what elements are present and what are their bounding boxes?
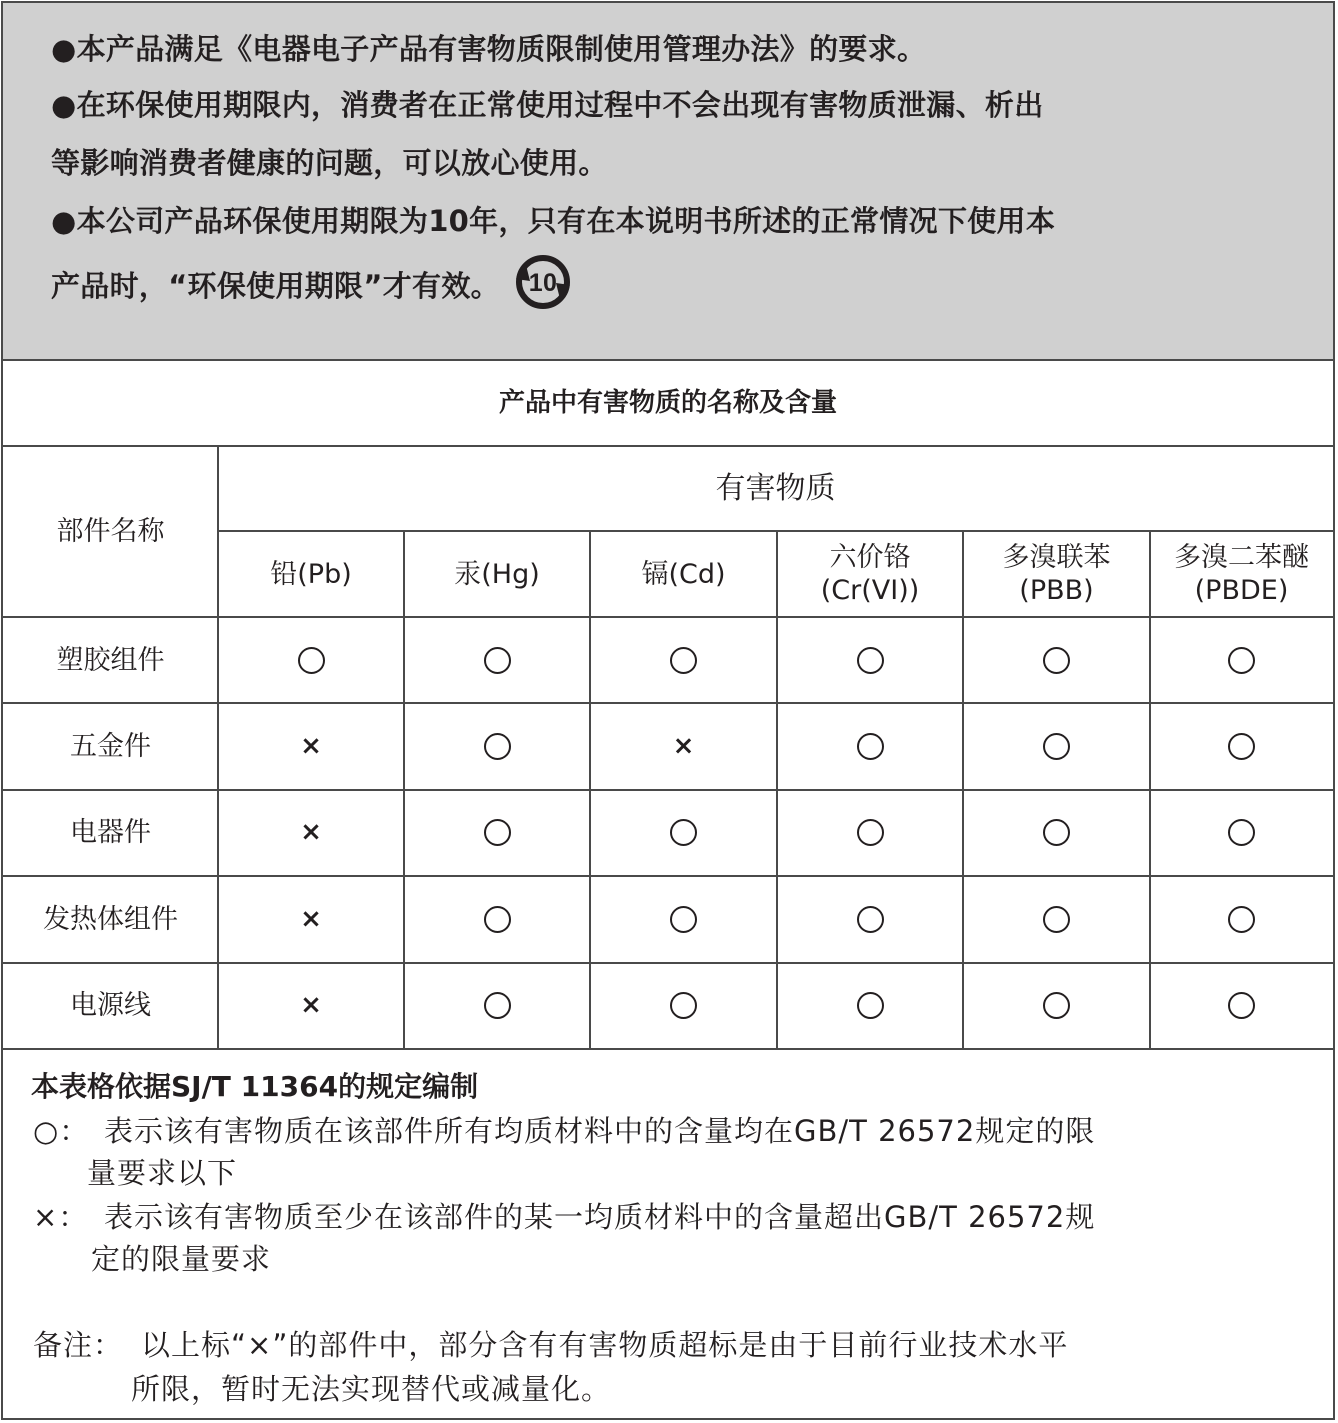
compliant-circle-icon (670, 992, 697, 1019)
compliant-circle-icon (857, 906, 884, 933)
part-name-cell: 电器件 (70, 817, 151, 849)
row-divider (3, 789, 1333, 791)
statement-line-2: ●在环保使用期限内，消费者在正常使用过程中不会出现有害物质泄漏、析出 (51, 88, 1044, 122)
substance-name: 六价铬 (829, 542, 911, 573)
environmental-statement-panel (3, 3, 1333, 361)
mark-cell (590, 703, 777, 789)
cross-note-line-1: 表示该有害物质至少在该部件的某一均质材料中的含量超出GB/T 26572规 (104, 1200, 1096, 1234)
mark-cell (963, 963, 1150, 1049)
compliant-circle-icon (1043, 992, 1070, 1019)
mark-cell (404, 876, 590, 962)
mark-cell (1150, 876, 1333, 962)
statement-line-3: 等影响消费者健康的问题，可以放心使用。 (51, 146, 608, 180)
substance-name: 镉(Cd) (641, 558, 726, 590)
mark-cell (218, 963, 404, 1049)
compliant-circle-icon (857, 647, 884, 674)
column-divider (776, 531, 778, 1049)
substance-formula: (Cr(VI)) (820, 575, 920, 606)
mark-cell (777, 703, 963, 789)
document-frame (1, 1, 1335, 1420)
cross-symbol: ×： (33, 1200, 89, 1234)
substance-header-0 (218, 531, 404, 617)
substance-name: 汞(Hg) (454, 558, 540, 590)
table-title: 产品中有害物质的名称及含量 (3, 361, 1333, 447)
mark-cell (1150, 963, 1333, 1049)
mark-cell (590, 876, 777, 962)
exceeds-cross-mark: × (300, 731, 322, 762)
mark-cell (777, 790, 963, 876)
part-name-cell: 五金件 (70, 731, 151, 763)
column-divider (1149, 531, 1151, 1049)
hazardous-substances-header: 有害物质 (715, 470, 836, 506)
compliant-circle-icon (1228, 906, 1255, 933)
exceeds-cross-mark: × (672, 731, 695, 762)
mark-cell (777, 963, 963, 1049)
circle-note-line-2: 量要求以下 (87, 1156, 238, 1190)
part-name-header: 部件名称 (56, 515, 165, 547)
substance-header-5 (1150, 531, 1333, 617)
compliant-circle-icon (1228, 819, 1255, 846)
exceeds-cross-mark: × (300, 990, 322, 1021)
substance-header-3 (777, 531, 963, 617)
compliant-circle-icon (1228, 647, 1255, 674)
compliant-circle-icon (1228, 733, 1255, 760)
row-divider (3, 702, 1333, 704)
compliant-circle-icon (670, 647, 697, 674)
mark-cell (1150, 617, 1333, 703)
mark-cell (590, 790, 777, 876)
statement-line-5-text: 产品时，“环保使用期限”才有效。 (51, 269, 500, 303)
row-divider (3, 962, 1333, 964)
row-divider (3, 875, 1333, 877)
mark-cell (963, 703, 1150, 789)
column-divider (589, 531, 591, 1049)
compliant-circle-icon (1043, 733, 1070, 760)
substance-header-4 (963, 531, 1150, 617)
mark-cell (963, 790, 1150, 876)
compliant-circle-icon (484, 906, 511, 933)
part-name-cell: 塑胶组件 (56, 644, 165, 676)
remark-label: 备注： (33, 1328, 124, 1362)
mark-cell (218, 703, 404, 789)
exceeds-cross-mark: × (300, 903, 322, 934)
efup-10-number: 10 (529, 269, 558, 297)
compliant-circle-icon (670, 819, 697, 846)
mark-cell (218, 617, 404, 703)
substance-name: 铅(Pb) (270, 558, 352, 590)
mark-cell (1150, 703, 1333, 789)
substance-header-2 (590, 531, 777, 617)
statement-line-5 (51, 257, 574, 319)
column-divider (403, 531, 405, 1049)
mark-cell (777, 617, 963, 703)
compliant-circle-icon (484, 733, 511, 760)
compliant-circle-icon (857, 819, 884, 846)
circle-note-line-1: 表示该有害物质在该部件所有均质材料中的含量均在GB/T 26572规定的限 (104, 1114, 1096, 1148)
efup-10-icon (512, 251, 574, 313)
cross-note-line-2: 定的限量要求 (91, 1242, 272, 1276)
mark-cell (404, 790, 590, 876)
compliant-circle-icon (670, 906, 697, 933)
part-name-cell: 发热体组件 (43, 903, 178, 935)
mark-cell (963, 876, 1150, 962)
substance-header-1 (404, 531, 590, 617)
compliant-circle-icon (1043, 647, 1070, 674)
mark-cell (218, 790, 404, 876)
statement-line-1: ●本产品满足《电器电子产品有害物质限制使用管理办法》的要求。 (51, 32, 927, 66)
compliant-circle-icon (484, 647, 511, 674)
exceeds-cross-mark: × (300, 817, 322, 848)
mark-cell (404, 617, 590, 703)
substance-name: 多溴二苯醚 (1174, 542, 1309, 573)
statement-line-4: ●本公司产品环保使用期限为10年，只有在本说明书所述的正常情况下使用本 (51, 204, 1056, 238)
mark-cell (590, 617, 777, 703)
compliant-circle-icon (1228, 992, 1255, 1019)
table-basis-note: 本表格依据SJ/T 11364的规定编制 (31, 1070, 479, 1103)
circle-symbol: ○： (33, 1114, 90, 1148)
compliant-circle-icon (857, 992, 884, 1019)
remark-line-2: 所限，暂时无法实现替代或减量化。 (131, 1372, 612, 1406)
compliant-circle-icon (298, 647, 325, 674)
part-name-cell: 电源线 (70, 990, 151, 1022)
mark-cell (963, 617, 1150, 703)
mark-cell (218, 876, 404, 962)
compliant-circle-icon (484, 992, 511, 1019)
compliant-circle-icon (484, 819, 511, 846)
mark-cell (590, 963, 777, 1049)
mark-cell (777, 876, 963, 962)
mark-cell (404, 703, 590, 789)
mark-cell (404, 963, 590, 1049)
column-divider (962, 531, 964, 1049)
substance-name: 多溴联苯 (1002, 542, 1111, 573)
header-bottom-border (3, 616, 1333, 618)
compliant-circle-icon (1043, 819, 1070, 846)
compliant-circle-icon (857, 733, 884, 760)
table-bottom-border (3, 1048, 1333, 1050)
substance-formula: (PBB) (1019, 575, 1094, 606)
mark-cell (1150, 790, 1333, 876)
compliant-circle-icon (1043, 906, 1070, 933)
remark-line-1: 以上标“×”的部件中，部分含有有害物质超标是由于目前行业技术水平 (141, 1328, 1069, 1362)
column-divider (217, 445, 219, 1049)
substance-formula: (PBDE) (1194, 575, 1289, 606)
